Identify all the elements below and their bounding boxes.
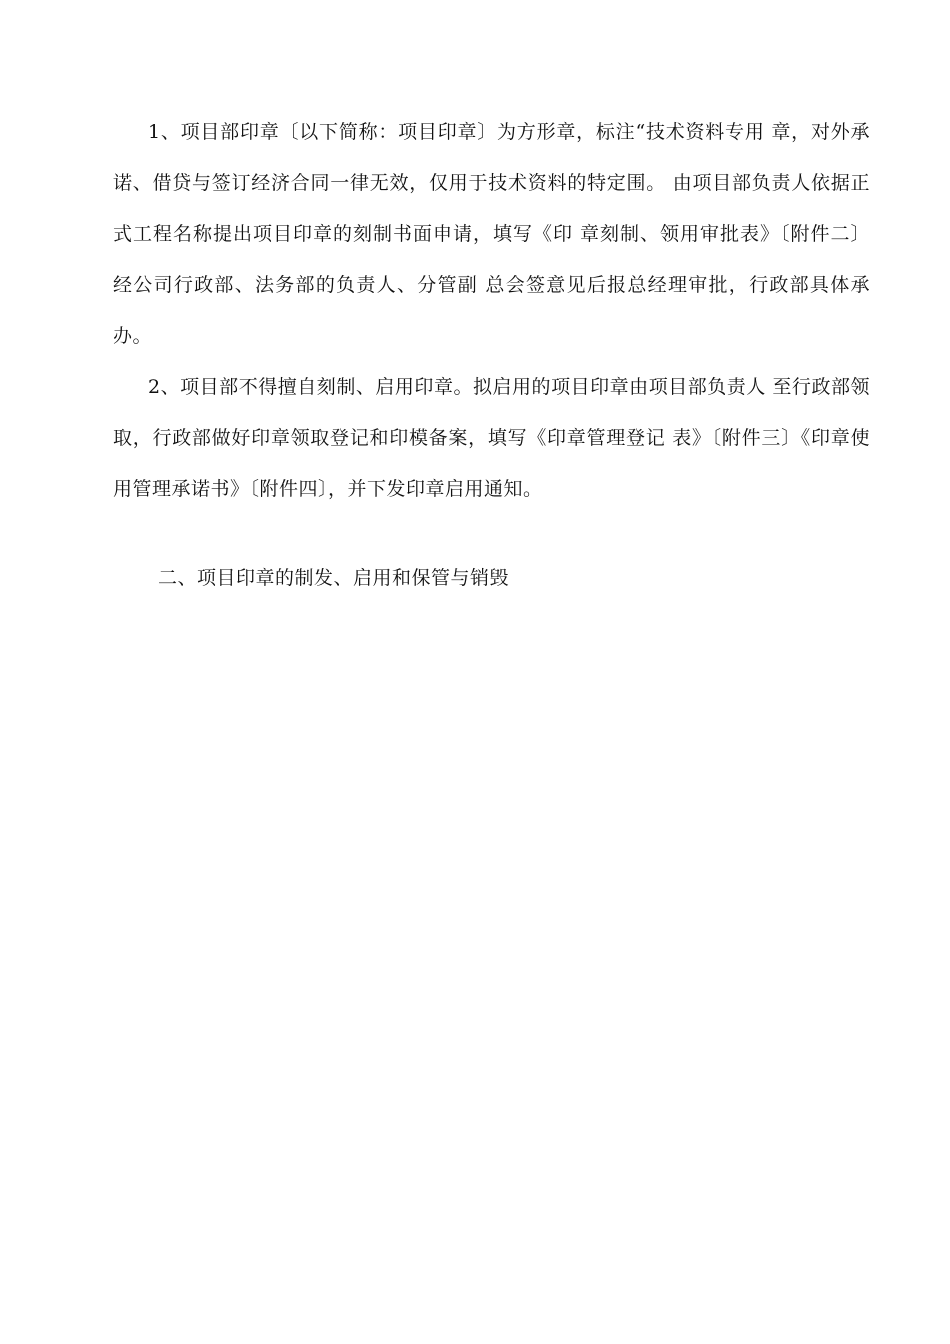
paragraph-seal-definition: 1、项目部印章〔以下简称：项目印章〕为方形章，标注“技术资料专用 章，对外承诺、借贷与签订经济合同一律无效，仅用于技术资料的特定围。 由项目部负责人依据正式工程名称提出项目印章的刻制书面申请，填写《印 章刻制、领用审批表》〔附件二〕经公司行政部、法务部的负责人、分管副 总会签意见后报总经理审批，行政部具体承办。 bbox=[113, 121, 870, 347]
paragraph-seal-activation: 2、项目部不得擅自刻制、启用印章。拟启用的项目印章由项目部负责人 至行政部领取，行政部做好印章领取登记和印模备案，填写《印章管理登记 表》〔附件三〕《印章使用管理承诺书》〔附件四〕，并下发印章启用通知。 bbox=[113, 376, 870, 500]
document-body bbox=[113, 107, 870, 515]
section-heading: 二、项目印章的制发、启用和保管与销毁 bbox=[158, 567, 510, 589]
